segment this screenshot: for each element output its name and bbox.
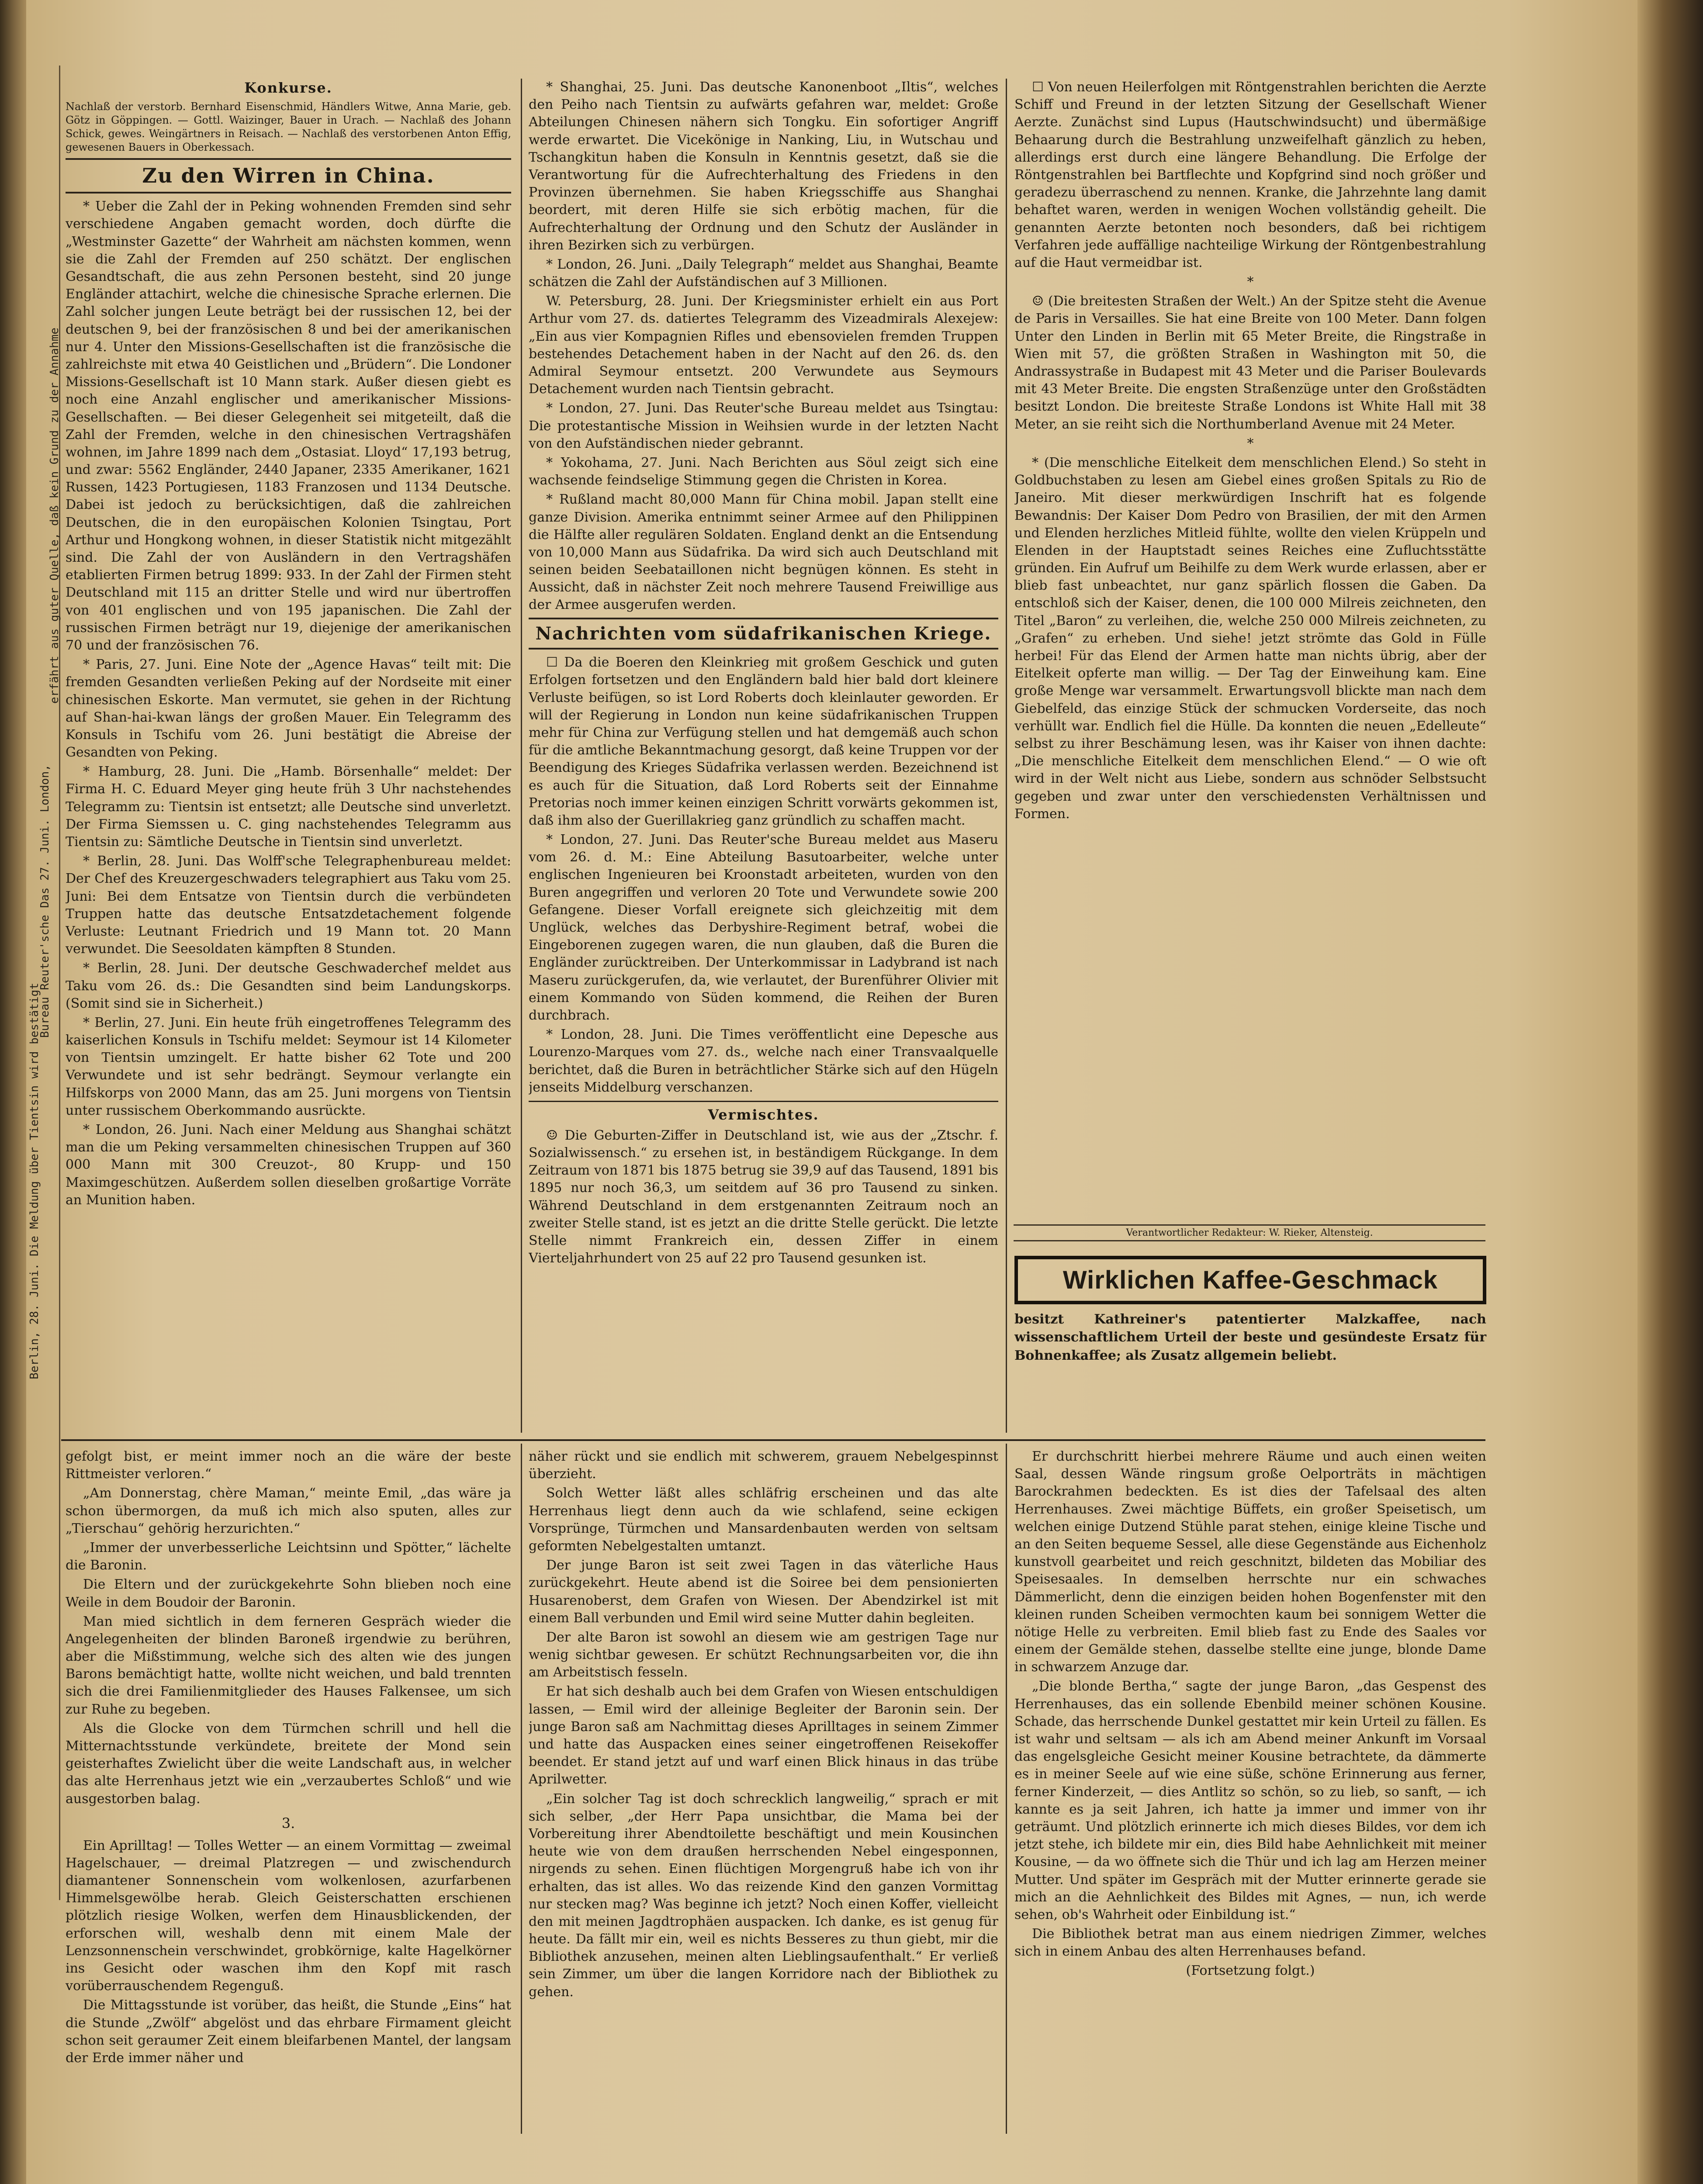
novel-paragraph: gefolgt bist, er meint immer noch an die wäre der beste Rittmeister verloren.“	[66, 1449, 511, 1482]
novel-paragraph: „Am Donnerstag, chère Maman,“ meinte Emil, „das wäre ja schon übermorgen, da muß ich mich also sputen, alles zur „Tierschau“ gehörig herzurichten.“	[66, 1486, 511, 1536]
novel-column-1	[66, 1448, 511, 2138]
editor-line: Verantwortlicher Redakteur: W. Rieker, Altensteig.	[1014, 1224, 1485, 1241]
article-paragraph: * Shanghai, 25. Juni. Das deutsche Kanonenboot „Iltis“, welches den Peiho nach Tientsin zu aufwärts gefahren war, meldet: Große Abteilungen Chinesen nähern sich Tongku. Ein sofortiger Angriff werde erwartet. Die Vicekönige in Nanking, Liu, in Wutschau und Tschangkitun haben die Konsuln in Kenntnis gesetzt, daß sie die Verantwortung für die Aufrechterhaltung des Friedens in den Provinzen übernehmen. Sie haben Kriegsschiffe aus Shanghai beordert, mit deren Hilfe sie sich erbötig machen, für die Aufrechterhaltung der Ordnung und den Schutz der Ausländer in ihren Bezirken sich zu verbürgen.	[529, 79, 998, 253]
feuilleton-rule	[61, 1439, 1485, 1441]
margin-text-2: Bureau Reuter'sche Das 27. Juni. London,	[38, 764, 52, 1038]
ad-text: besitzt Kathreiner's patentierter Malzkaffee, nach wissenschaftlichem Urteil der beste und gesündeste Ersatz für Bohnenkaffee; als Zusatz allgemein beliebt.	[1014, 1312, 1486, 1363]
news-column-3	[1014, 79, 1486, 1219]
novel-paragraph: Die Eltern und der zurückgekehrte Sohn blieben noch eine Weile in dem Boudoir der Baronin.	[66, 1577, 511, 1610]
article-paragraph: ☺ (Die breitesten Straßen der Welt.) An der Spitze steht die Avenue de Paris in Versailles. Sie hat eine Breite von 100 Meter. Dann folgen Unter den Linden in Berlin mit 65 Meter Breite, die Ringstraße in Wien mit 57, die größten Straßen in Washington mit 50, die Andrassystraße in Budapest mit 43 Meter und die Pariser Boulevards mit 43 Meter Breite. Die engsten Straßenzüge unter den Großstädten besitzt London. Die breiteste Straße Londons ist White Hall mit 38 Meter, an sie reiht sich die Northumberland Avenue mit 24 Meter.	[1014, 294, 1486, 432]
article-paragraph: ☺ Die Geburten-Ziffer in Deutschland ist, wie aus der „Ztschr. f. Sozialwissensch.“ zu ersehen ist, in beständigem Rückgange. In dem Zeitraum von 1871 bis 1875 betrug sie 39,9 auf das Tausend, 1891 bis 1895 nur noch 36,3, um seitdem auf 36 pro Tausend zu sinken. Während Deutschland in dem erstgenannten Zeitraum noch an zweiter Stelle stand, ist es jetzt an die dritte Stelle gerückt. Die letzte Stelle nimmt Frankreich ein, dessen Ziffer in einem Vierteljahrhundert von 25 auf 22 pro Tausend gesunken ist.	[529, 1127, 998, 1266]
novel-paragraph: Der junge Baron ist seit zwei Tagen in das väterliche Haus zurückgekehrt. Heute abend ist die Soiree bei dem pensionierten Husarenoberst, dem Grafen von Wiesen. Der Abendzirkel ist mit einem Ball verbunden und Emil wird seine Mutter dahin begleiten.	[529, 1558, 998, 1626]
article-paragraph: * London, 27. Juni. Das Reuter'sche Bureau meldet aus Maseru vom 26. d. M.: Eine Abteilung Basutoarbeiter, welche unter englischen Ingenieuren bei Kroonstadt arbeiteten, wurden von den Buren angegriffen und verloren 20 Tote und Verwundete sowie 200 Gefangene. Dieser Vorfall ereignete sich gleichzeitig mit dem Unglück, welches das Derbyshire-Regiment betraf, wobei die Eingeborenen zugegen waren, die nun glauben, daß die Buren die Engländer zurücktreiben. Der Unterkommissar in Ladybrand ist nach Maseru zurückgerufen, da, wie verlautet, der Burenführer Olivier mit einem Kommando von Süden kommend, die Reihen der Buren durchbrach.	[529, 832, 998, 1023]
article-paragraph: * Hamburg, 28. Juni. Die „Hamb. Börsenhalle“ meldet: Der Firma H. C. Eduard Meyer ging heute früh 3 Uhr nachstehendes Telegramm zu: Tientsin ist entsetzt; alle Deutsche sind unverletzt. Der Firma Siemssen u. C. ging nachstehendes Telegramm aus Tientsin zu: Sämtliche Deutsche in Tientsin sind unverletzt.	[66, 764, 511, 850]
page-edge	[1637, 0, 1703, 2184]
article-paragraph: ☐ Von neuen Heilerfolgen mit Röntgenstrahlen berichten die Aerzte Schiff und Freund in der letzten Sitzung der Gesellschaft Wiener Aerzte. Zunächst sind Lupus (Hautschwindsucht) und übermäßige Behaarung durch die Bestrahlung unzweifelhaft gänzlich zu heben, allerdings erst durch eine längere Behandlung. Die Erfolge der Röntgenstrahlen bei Bartflechte und Kopfgrind sind noch größer und geradezu überraschend zu nennen. Kranke, die Jahrzehnte lang damit behaftet waren, werden in wenigen Wochen vollständig geheilt. Die genannten Aerzte betonten noch besonders, daß bei richtigem Verfahren jede auffällige nachteilige Wirkung der Röntgenbestrahlung auf die Haut vermeidbar ist.	[1014, 79, 1486, 270]
article-paragraph: * London, 26. Juni. Nach einer Meldung aus Shanghai schätzt man die um Peking versammelten chinesischen Truppen auf 360 000 Mann mit 300 Creuzot-, 80 Krupp- und 150 Maximgeschützen. Außerdem sollen dieselben großartige Vorräte an Munition haben.	[66, 1122, 511, 1208]
column-rule	[521, 79, 522, 1433]
news-column-1	[66, 79, 511, 1433]
novel-paragraph: Er durchschritt hierbei mehrere Räume und auch einen weiten Saal, dessen Wände ringsum große Oelporträts in mächtigen Barockrahmen bedeckten. Es ist dies der Tafelsaal des alten Herrenhauses. Zwei mächtige Büffets, ein großer Speisetisch, um welchen einige Dutzend Stühle parat stehen, einige kleine Tische und an den Seiten bequeme Sessel, alle diese Gegenstände aus Eichenholz kunstvoll gearbeitet und reich geschnitzt, bildeten das Mobiliar des Speisesaales. In demselben herrschte nur ein schwaches Dämmerlicht, denn die einzigen beiden hohen Bogenfenster mit den kleinen runden Scheiben vermochten kaum bei sonnigem Wetter die nötige Helle zu verbreiten. Emil blieb fast zu Ende des Saales vor einem der Gemälde stehen, dasselbe stellte eine junge, blonde Dame in schwarzem Anzuge dar.	[1014, 1449, 1486, 1675]
column-rule	[1006, 1444, 1007, 2134]
novel-paragraph: Solch Wetter läßt alles schläfrig erscheinen und das alte Herrenhaus liegt denn auch da wie schlafend, seine eckigen Vorsprünge, Türmchen und Mansardenbauten werden von seltsam geformten Nebelgestalten umtanzt.	[529, 1486, 998, 1554]
column-rule	[521, 1444, 522, 2134]
cut-off-margin	[26, 66, 60, 1900]
continuation-note: (Fortsetzung folgt.)	[1186, 1963, 1315, 1979]
book-spine	[0, 0, 26, 2184]
novel-paragraph: „Ein solcher Tag ist doch schrecklich langweilig,“ sprach er mit sich selber, „der Herr Papa unsichtbar, die Mama bei der Vorbereitung ihrer Abendtoilette beschäftigt und mein Kousinchen heute wie von dem draußen herrschenden Nebel eingesponnen, nirgends zu sehen. Einen flüchtigen Morgengruß habe ich von ihr erhalten, das ist alles. Wo das reizende Kind den ganzen Vormittag nur stecken mag? Was beginne ich jetzt? Noch einen Koffer, vielleicht den mit meinen Jagdtrophäen auspacken. Ich danke, es ist genug für heute. Da fällt mir ein, weil es nichts Besseres zu thun giebt, mir die Bibliothek anzusehen, meinen alten Lieblingsaufenthalt.“ Er verließ sein Zimmer, um über die langen Korridore nach der Bibliothek zu gehen.	[529, 1791, 998, 2000]
margin-text-3: erfährt aus guter Quelle, daß kein Grund zu der Annahme	[48, 328, 61, 704]
novel-paragraph: Die Bibliothek betrat man aus einem niedrigen Zimmer, welches sich in einem Anbau des alten Herrenhauses befand.	[1014, 1926, 1486, 1959]
article-paragraph: * London, 28. Juni. Die Times veröffentlicht eine Depesche aus Lourenzo-Marques vom 27. ds., welche nach einer Transvaalquelle berichtet, daß die Buren in beträchtlicher Stärke sich auf den Hügeln jenseits Middelburg verschanzen.	[529, 1027, 998, 1095]
novel-paragraph: „Die blonde Bertha,“ sagte der junge Baron, „das Gespenst des Herrenhauses, das ein sollende Ebenbild meiner schönen Kousine. Schade, das herrschende Dunkel gestattet mir kein Urteil zu fällen. Es ist wahr und seltsam — als ich am Abend meiner Ankunft im Vorsaal das engelsgleiche Gesicht meiner Kousine betrachtete, da dämmerte es in meiner Seele auf wie eine süße, schöne Erinnerung aus ferner, ferner Kinderzeit, — dies Antlitz so schön, so zu lieb, so sanft, — ich kannte es ja seit Jahren, ich hatte ja immer und immer von ihr geträumt. Und plötzlich erinnerte ich mich dieses Bildes, vor dem ich jetzt stehe, ich bildete mir ein, dies Bild habe Aehnlichkeit mit meiner Kousine, — da wo öffnete sich die Thür und ich lag am Herzen meiner Mutter. Und später im Gespräch mit der Mutter erinnerte gerade sie mich an die Aehnlichkeit des Bildes mit Agnes, — nun, ich werde sehen, ob's Wahrheit oder Einbildung ist.“	[1014, 1679, 1486, 1922]
separator-star: *	[1247, 435, 1254, 451]
separator-star: *	[1247, 274, 1254, 290]
novel-column-2	[529, 1448, 998, 2138]
article-paragraph: * (Die menschliche Eitelkeit dem menschlichen Elend.) So steht in Goldbuchstaben zu lesen am Giebel eines großen Spitals zu Rio de Janeiro. Mit dieser merkwürdigen Inschrift hat es folgende Bewandnis: Der Kaiser Dom Pedro von Brasilien, der mit den Armen und Elenden herzliches Mitleid fühlte, wollte den vielen Krüppeln und Elenden in der Hauptstadt seines Reiches eine Zufluchtsstätte gründen. Ein Aufruf um Beihilfe zu dem Werk wurde erlassen, aber er blieb fast unbeachtet, nur ganz spärlich flossen die Gaben. Da entschloß sich der Kaiser, denen, die 100 000 Milreis zeichneten, den Titel „Baron“ zu verleihen, die, welche 250 000 Milreis zeichneten, zu „Grafen“ zu erheben. Und siehe! jetzt strömte das Gold in Fülle herbei! Für das Elend der Armen hatte man nichts übrig, aber der Eitelkeit opferte man willig. — Der Tag der Einweihung kam. Eine große Menge war versammelt. Erwartungsvoll blickte man nach dem Giebelfeld, das einzige Stück der schmucken Vorderseite, das noch verhüllt war. Endlich fiel die Hülle. Da konnten die neuen „Edelleute“ selbst zu ihrer Beschämung lesen, was ihr Kaiser von ihnen dachte: „Die menschliche Eitelkeit dem menschlichen Elend.“ — O wie oft wird in der Welt nicht aus Liebe, sondern aus schnöder Selbstsucht gegeben und zwar unter den verschiedensten Verhältnissen und Formen.	[1014, 455, 1486, 822]
margin-text-1: Berlin, 28. Juni. Die Meldung über Tientsin wird bestätigt	[28, 983, 41, 1379]
china-heading: Zu den Wirren in China.	[66, 158, 511, 194]
article-paragraph: ☐ Da die Boeren den Kleinkrieg mit großem Geschick und guten Erfolgen fortsetzen und den Engländern bald hier bald dort kleinere Verluste beifügen, so ist Lord Roberts doch kleinlauter geworden. Er will der Regierung in London nun keine südafrikanischen Truppen mehr für China zur Verfügung stellen und hat demgemäß auch schon für die amtliche Bekanntmachung gesorgt, daß keine Truppen vor der Beendigung des Krieges Südafrika verlassen werden. Bezeichnend ist es auch für die Situation, daß Lord Roberts seit der Einnahme Pretorias noch immer keinen einzigen Schritt vorwärts gekommen ist, daß ihm also der Guerillakrieg ganz gründlich zu schaffen macht.	[529, 655, 998, 828]
konkurse-text: Nachlaß der verstorb. Bernhard Eisenschmid, Händlers Witwe, Anna Marie, geb. Götz in Göppingen. — Gottl. Waizinger, Bauer in Urach. — Nachlaß des Johann Schick, gewes. Weingärtners in Reisach. — Nachlaß des verstorbenen Anton Effig, gewesenen Bauers in Oberkessach.	[66, 100, 511, 154]
novel-paragraph: „Immer der unverbesserliche Leichtsinn und Spötter,“ lächelte die Baronin.	[66, 1540, 511, 1573]
column-rule	[1006, 79, 1007, 1433]
novel-paragraph: Er hat sich deshalb auch bei dem Grafen von Wiesen entschuldigen lassen, — Emil wird der alleinige Begleiter der Baronin sein. Der junge Baron saß am Nachmittag dieses Aprilltages in seinem Zimmer und hatte das Auspacken eines seiner eingetroffenen Reisekoffer beendet. Er stand jetzt auf und warf einen Blick hinaus in das trübe Aprilwetter.	[529, 1684, 998, 1787]
article-paragraph: * Ueber die Zahl der in Peking wohnenden Fremden sind sehr verschiedene Angaben gemacht worden, doch dürfte die „Westminster Gazette“ der Wahrheit am nächsten kommen, wenn sie die Zahl der Fremden auf 250 schätzt. Der englischen Gesandtschaft, die aus zehn Personen besteht, sind 20 junge Engländer attachirt, welche die chinesische Sprache erlernen. Die Zahl solcher jungen Leute beträgt bei der russischen 12, bei der deutschen 9, bei der französischen 8 und bei der amerikanischen nur 4. Unter den Missions-Gesellschaften ist die französische die zahlreichste mit etwa 40 Geistlichen und „Brüdern“. Die Londoner Missions-Gesellschaft ist 10 Mann stark. Außer diesen giebt es noch eine Anzahl englischer und amerikanischer Missions-Gesellschaften. — Bei dieser Gelegenheit sei mitgeteilt, daß die Zahl der Fremden, welche in den chinesischen Vertragshäfen wohnen, im Jahre 1899 nach dem „Ostasiat. Lloyd“ 17,193 betrug, und zwar: 5562 Engländer, 2440 Japaner, 2335 Amerikaner, 1621 Russen, 1423 Portugiesen, 1183 Franzosen und 1134 Deutsche. Dabei ist jedoch zu berücksichtigen, daß die zahlreichen Deutschen, die in den europäischen Kolonien Tsingtau, Port Arthur und Hongkong wohnen, in dieser Statistik nicht mitgezählt sind. Die Zahl der von Ausländern in den Vertragshäfen etablierten Firmen betrug 1899: 933. In der Zahl der Firmen steht Deutschland mit 115 an dritter Stelle und wird nur übertroffen von 401 englischen und von 195 japanischen. Die Zahl der russischen Firmen beträgt nur 19, diejenige der amerikanischen 70 und der französischen 76.	[66, 199, 511, 653]
novel-paragraph: Man mied sichtlich in dem ferneren Gespräch wieder die Angelegenheiten der blinden Baroneß irgendwie zu berühren, aber die Mißstimmung, welche sich des alten wie des jungen Barons bemächtigt hatte, wollte nicht weichen, und bald trennten sich die drei Familienmitglieder des Hauses Falkensee, um sich zur Ruhe zu begeben.	[66, 1614, 511, 1717]
article-paragraph: * London, 26. Juni. „Daily Telegraph“ meldet aus Shanghai, Beamte schätzen die Zahl der Aufständischen auf 3 Millionen.	[529, 256, 998, 290]
article-paragraph: * London, 27. Juni. Das Reuter'sche Bureau meldet aus Tsingtau: Die protestantische Mission in Weihsien wurde in der letzten Nacht von den Aufständischen nieder gebrannt.	[529, 401, 998, 451]
konkurse-heading: Konkurse.	[244, 79, 332, 96]
article-paragraph: * Yokohama, 27. Juni. Nach Berichten aus Söul zeigt sich eine wachsende feindselige Stimmung gegen die Christen in Korea.	[529, 455, 998, 488]
article-paragraph: * Berlin, 28. Juni. Der deutsche Geschwaderchef meldet aus Taku vom 26. ds.: Die Gesandten sind beim Landungskorps. (Somit sind sie in Sicherheit.)	[66, 961, 511, 1011]
novel-paragraph: Der alte Baron ist sowohl an diesem wie am gestrigen Tage nur wenig sichtbar gewesen. Er schützt Rechnungsarbeiten vor, die ihn am Arbeitstisch fesseln.	[529, 1629, 998, 1680]
novel-column-3	[1014, 1448, 1486, 2138]
article-paragraph: * Berlin, 27. Juni. Ein heute früh eingetroffenes Telegramm des kaiserlichen Konsuls in Tschifu meldet: Seymour ist 14 Kilometer von Tientsin umzingelt. Er hatte bisher 62 Tote und 200 Verwundete und ist sehr bedrängt. Seymour verlangte ein Hilfskorps von 2000 Mann, das am 25. Juni morgens von Tientsin unter russischem Oberkommando ausrückte.	[66, 1015, 511, 1118]
novel-paragraph: Die Mittagsstunde ist vorüber, das heißt, die Stunde „Eins“ hat die Stunde „Zwölf“ abgelöst und das ehrbare Firmament gleicht schon seit geraumer Zeit einem bleifarbenen Mantel, der langsam der Erde immer näher und	[66, 1997, 511, 2066]
article-paragraph: * Rußland macht 80,000 Mann für China mobil. Japan stellt eine ganze Division. Amerika entnimmt seiner Armee auf den Philippinen die Hälfte aller regulären Soldaten. England denkt an die Entsendung von 10,000 Mann aus Südafrika. Da wird sich auch Deutschland mit seinen beiden Seebataillonen nicht begnügen können. Es steht in Aussicht, daß in nächster Zeit noch mehrere Tausend Freiwillige aus der Armee ausgerufen werden.	[529, 492, 998, 613]
news-column-2	[529, 79, 998, 1433]
ad-headline: Wirklichen Kaffee-Geschmack	[1014, 1256, 1486, 1304]
article-paragraph: * Berlin, 28. Juni. Das Wolff'sche Telegraphenbureau meldet: Der Chef des Kreuzergeschwaders telegraphiert aus Taku vom 25. Juni: Bei dem Entsatze von Tientsin durch die verbündeten Truppen hatte das deutsche Entsatzdetachement folgende Verluste: Leutnant Friedrich und 19 Mann tot. 20 Mann verwundet. Die Seesoldaten kämpften 8 Stunden.	[66, 854, 511, 957]
chapter-number: 3.	[281, 1814, 295, 1832]
suedafrika-heading: Nachrichten vom südafrikanischen Kriege.	[529, 618, 998, 650]
vermischtes-heading: Vermischtes.	[529, 1101, 998, 1124]
article-paragraph: W. Petersburg, 28. Juni. Der Kriegsminister erhielt ein aus Port Arthur vom 27. ds. datiertes Telegramm des Vizeadmirals Alexejew: „Ein aus vier Kompagnien Rifles und ebensovielen fremden Truppen bestehendes Detachement haben in der Nacht auf den 26. ds. den Admiral Seymour entsetzt. 200 Verwundete aus Seymours Detachement wurden nach Tientsin gebracht.	[529, 294, 998, 397]
article-paragraph: * Paris, 27. Juni. Eine Note der „Agence Havas“ teilt mit: Die fremden Gesandten verließen Peking auf der Nordseite mit einer chinesischen Eskorte. Man vermutet, sie gehen in der Richtung auf Shan-hai-kwan längs der großen Mauer. Ein Telegramm des Konsuls in Tschifu vom 26. Juni bestätigt die Abreise der Gesandten von Peking.	[66, 657, 511, 760]
kaffee-advertisement	[1014, 1256, 1486, 1422]
novel-paragraph: Ein Aprilltag! — Tolles Wetter — an einem Vormittag — zweimal Hagelschauer, — dreimal Platzregen — und zwischendurch diamantener Sonnenschein vom wolkenlosen, azurfarbenen Himmelsgewölbe herab. Gleich Geisterschatten erschienen plötzlich riesige Wolken, werfen dem Hinausblickenden, der erforschen will, weshalb denn mit einem Male der Lenzsonnenschein verschwindet, grobkörnige, kalte Hagelkörner ins Gesicht oder waschen ihm den Kopf mit rasch vorüberrauschendem Regenguß.	[66, 1838, 511, 1994]
novel-paragraph: näher rückt und sie endlich mit schwerem, grauem Nebelgespinnst überzieht.	[529, 1449, 998, 1482]
novel-paragraph: Als die Glocke von dem Türmchen schrill und hell die Mitternachtsstunde verkündete, breitete der Mond sein geisterhaftes Zwielicht über die weite Landschaft aus, in welcher das alte Herrenhaus jetzt wie ein „verzaubertes Schloß“ und wie ausgestorben balag.	[66, 1721, 511, 1807]
